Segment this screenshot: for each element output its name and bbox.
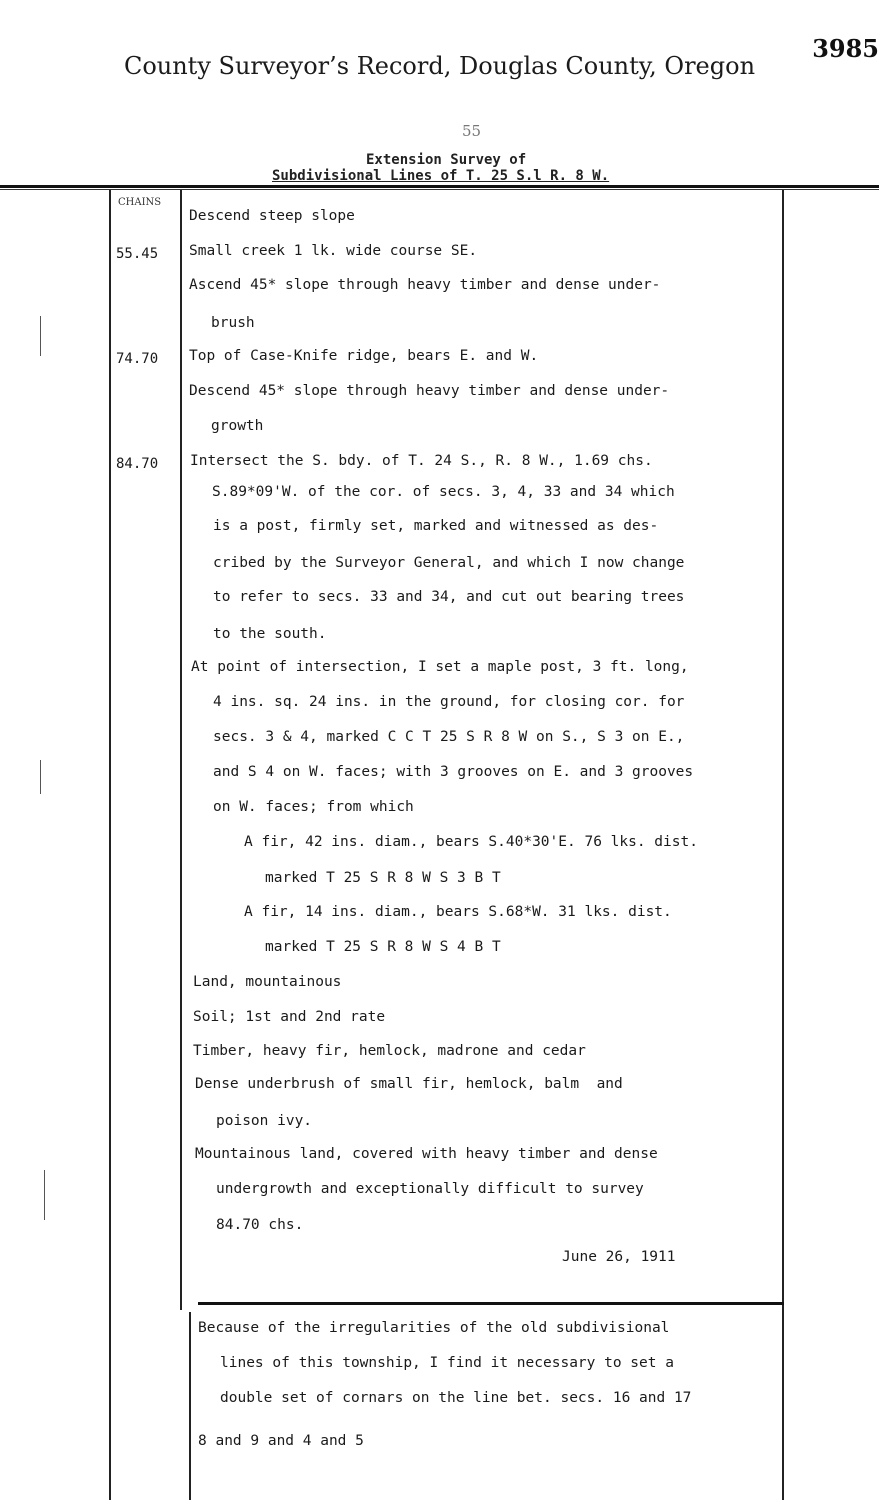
record-line: Timber, heavy fir, hemlock, madrone and cedar <box>193 1043 586 1059</box>
record-line: Descend steep slope <box>189 208 355 224</box>
entry-separator-rule <box>198 1302 784 1305</box>
chain-value: 74.70 <box>116 351 159 367</box>
record-line: At point of intersection, I set a maple post, 3 ft. long, <box>191 659 689 675</box>
record-line: brush <box>211 315 255 331</box>
record-line: 84.70 chs. <box>216 1217 304 1233</box>
bearing-tree-line: marked T 25 S R 8 W S 4 B T <box>265 939 501 955</box>
scan-mark <box>40 316 41 356</box>
survey-title-line-2: Subdivisional Lines of T. 25 S.l R. 8 W. <box>272 168 610 184</box>
record-line: Intersect the S. bdy. of T. 24 S., R. 8 W., 1.69 chs. <box>190 453 653 469</box>
record-line: to refer to secs. 33 and 34, and cut out bearing trees <box>213 589 685 605</box>
record-line: and S 4 on W. faces; with 3 grooves on E. and 3 grooves <box>213 764 694 780</box>
table-top-rule-thin <box>0 189 879 190</box>
record-line: lines of this township, I find it necessary to set a <box>220 1355 674 1371</box>
record-line: on W. faces; from which <box>213 799 414 815</box>
record-line: Land, mountainous <box>193 974 342 990</box>
record-line: Descend 45* slope through heavy timber and dense under- <box>189 383 670 399</box>
record-line: cribed by the Surveyor General, and which I now change <box>213 555 685 571</box>
record-line: Mountainous land, covered with heavy timber and dense <box>195 1146 658 1162</box>
record-line: 4 ins. sq. 24 ins. in the ground, for closing cor. for <box>213 694 685 710</box>
record-line: undergrowth and exceptionally difficult to survey <box>216 1181 644 1197</box>
record-line: Small creek 1 lk. wide course SE. <box>189 243 478 259</box>
chains-column-header: CHAINS <box>118 197 162 208</box>
record-line: to the south. <box>213 626 327 642</box>
record-line: Top of Case-Knife ridge, bears E. and W. <box>189 348 539 364</box>
record-line: is a post, firmly set, marked and witnessed as des- <box>213 518 659 534</box>
page-number: 3985 <box>812 34 879 63</box>
record-line: Because of the irregularities of the old subdivisional <box>198 1320 670 1336</box>
bearing-tree-line: A fir, 42 ins. diam., bears S.40*30'E. 76 lks. dist. <box>244 834 698 850</box>
scan-mark <box>40 760 41 794</box>
record-line: growth <box>211 418 264 434</box>
record-line: S.89*09'W. of the cor. of secs. 3, 4, 33 and 34 which <box>212 484 675 500</box>
table-top-rule <box>0 185 879 188</box>
record-date: June 26, 1911 <box>562 1249 676 1265</box>
handwritten-page-number: 55 <box>462 122 482 140</box>
record-line: poison ivy. <box>216 1113 313 1129</box>
survey-title-line-1: Extension Survey of <box>366 152 527 168</box>
bearing-tree-line: marked T 25 S R 8 W S 3 B T <box>265 870 501 886</box>
record-line: secs. 3 & 4, marked C C T 25 S R 8 W on S., S 3 on E., <box>213 729 685 745</box>
chain-value: 55.45 <box>116 246 159 262</box>
record-line: Ascend 45* slope through heavy timber and dense under- <box>189 277 661 293</box>
left-margin-rule <box>109 190 111 1500</box>
record-line: double set of cornars on the line bet. secs. 16 and 17 <box>220 1390 692 1406</box>
record-line: Dense underbrush of small fir, hemlock, balm and <box>195 1076 623 1092</box>
bearing-tree-line: A fir, 14 ins. diam., bears S.68*W. 31 lks. dist. <box>244 904 672 920</box>
chains-column-rule <box>180 190 182 1310</box>
record-line: Soil; 1st and 2nd rate <box>193 1009 386 1025</box>
record-header-title: County Surveyor’s Record, Douglas County, Oregon <box>123 52 756 80</box>
record-line: 8 and 9 and 4 and 5 <box>198 1433 364 1449</box>
chains-column-rule-lower <box>189 1312 191 1500</box>
scan-mark <box>44 1170 45 1220</box>
chain-value: 84.70 <box>116 456 159 472</box>
